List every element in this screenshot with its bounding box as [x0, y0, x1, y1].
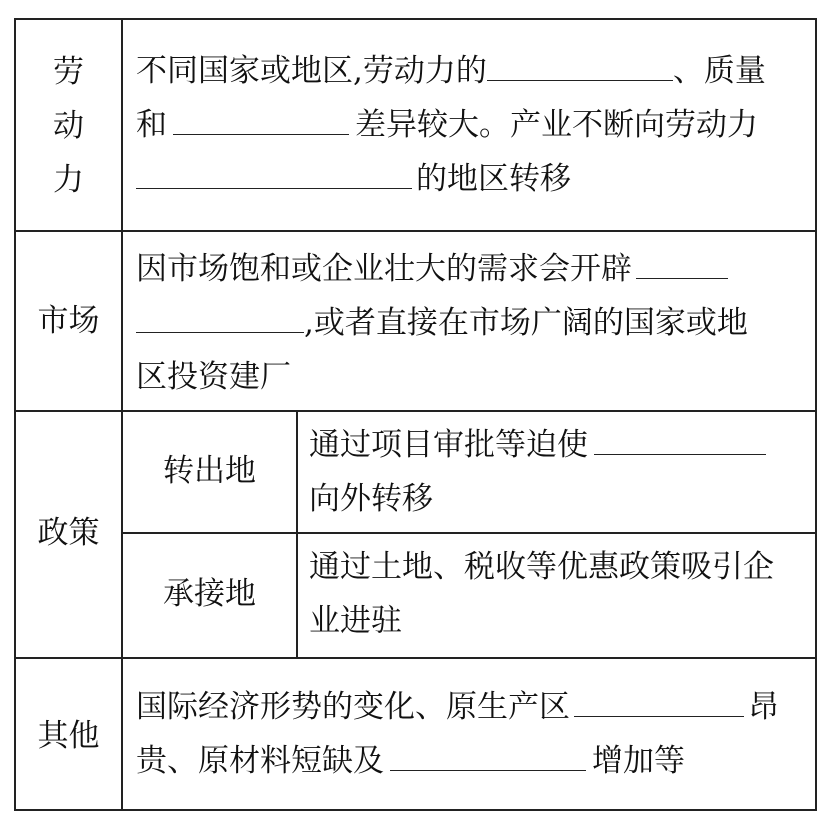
text-fragment: 通过项目审批等迫使 [309, 427, 588, 463]
text-fragment: 向外转移 [309, 481, 433, 517]
text-fragment: 和 [136, 107, 167, 143]
labor-label-char: 力 [53, 162, 84, 198]
policy-label: 政策 [37, 515, 100, 551]
text-fragment: 区投资建厂 [136, 359, 291, 395]
labor-content [136, 44, 806, 206]
text-fragment: 通过土地、税收等优惠政策吸引企 [309, 549, 774, 585]
labor-label [16, 45, 121, 207]
other-content [136, 680, 811, 788]
fill-blank [594, 425, 766, 455]
text-line [309, 594, 809, 648]
text-line [309, 540, 809, 594]
column-divider [121, 20, 123, 809]
policy-in-label: 承接地 [163, 576, 256, 612]
knowledge-table [14, 18, 817, 811]
text-line [136, 152, 806, 206]
text-fragment: 贵、原材料短缺及 [136, 743, 384, 779]
fill-blank [636, 249, 728, 279]
fill-blank [136, 303, 304, 333]
policy-out-content [309, 418, 809, 526]
column-divider [296, 410, 298, 657]
policy-out-label: 转出地 [163, 453, 256, 489]
text-fragment: 因市场饱和或企业壮大的需求会开辟 [136, 251, 632, 287]
text-fragment: 不同国家或地区,劳动力的 [136, 53, 487, 89]
text-line [136, 680, 811, 734]
row-divider [16, 657, 815, 659]
labor-label-char: 劳 [53, 54, 84, 90]
market-label: 市场 [37, 303, 100, 339]
text-line [309, 472, 809, 526]
text-line [309, 418, 809, 472]
fill-blank [136, 159, 412, 189]
text-fragment: 国际经济形势的变化、原生产区 [136, 689, 570, 725]
other-label: 其他 [37, 718, 100, 754]
text-line [136, 350, 811, 404]
fill-blank [487, 51, 673, 81]
text-fragment: 业进驻 [309, 603, 402, 639]
text-line [136, 734, 811, 788]
fill-blank [390, 741, 586, 771]
text-fragment: 的地区转移 [416, 161, 571, 197]
text-line [136, 98, 806, 152]
text-fragment: ,或者直接在市场广阔的国家或地 [304, 305, 748, 341]
text-fragment: 增加等 [592, 743, 685, 779]
fill-blank [574, 687, 744, 717]
text-line [136, 296, 811, 350]
text-fragment: 昂 [748, 689, 779, 725]
market-content [136, 242, 811, 404]
text-line [136, 242, 811, 296]
policy-in-content [309, 540, 809, 648]
labor-label-char: 动 [53, 108, 84, 144]
row-divider [16, 410, 815, 412]
fill-blank [173, 105, 349, 135]
row-divider [121, 532, 815, 534]
text-fragment: 、质量 [672, 53, 766, 89]
text-line [136, 44, 806, 98]
text-fragment: 差异较大。产业不断向劳动力 [355, 107, 758, 143]
row-divider [16, 230, 815, 232]
